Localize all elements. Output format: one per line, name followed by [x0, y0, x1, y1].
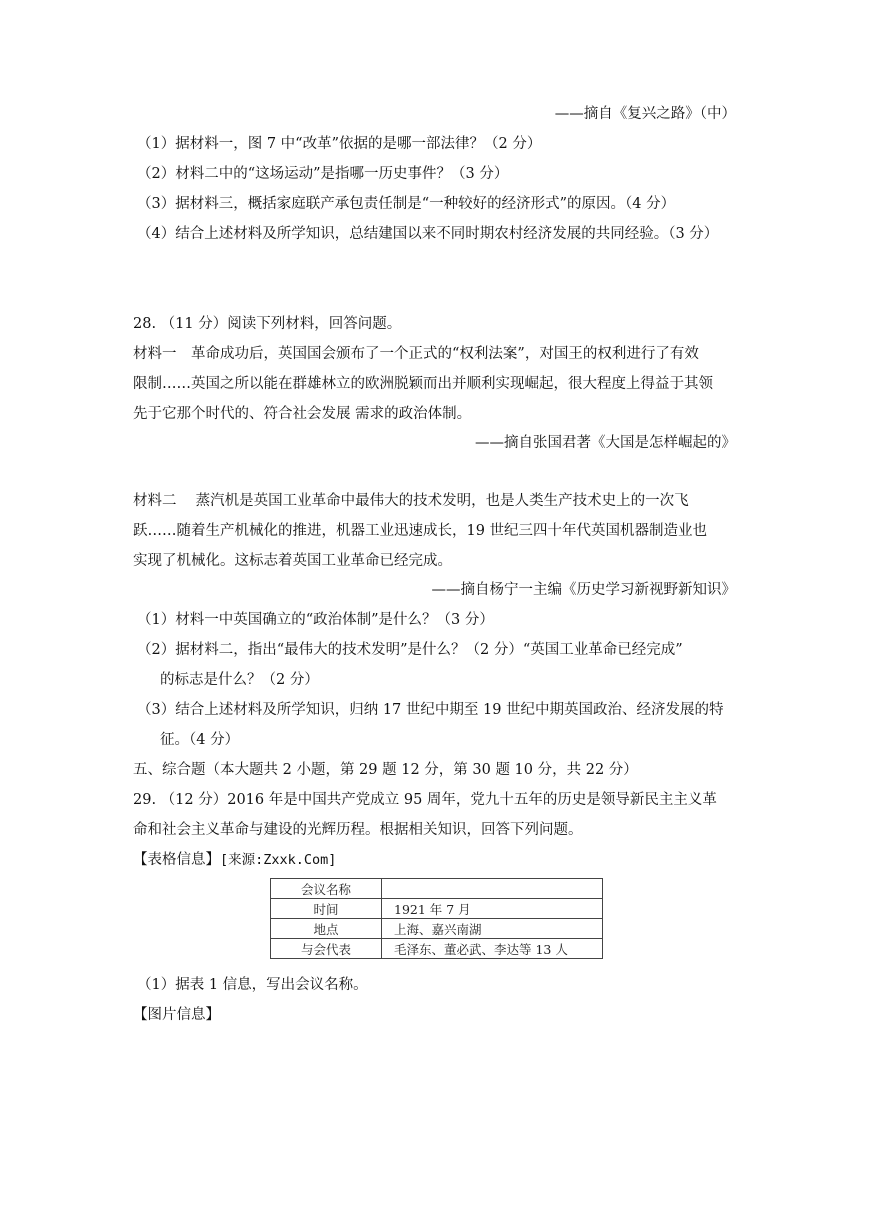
q28-sub-question-2-cont: 的标志是什么？（2 分） — [160, 672, 319, 688]
table-header-cell: 会议名称 — [271, 879, 382, 899]
q28-material2-line-1: 材料二 蒸汽机是英国工业革命中最伟大的技术发明，也是人类生产技术史上的一次飞 — [133, 493, 689, 509]
q27-sub-question-2: （2）材料二中的“这场运动”是指哪一历史事件？（3 分） — [137, 166, 509, 182]
table-row — [271, 919, 603, 939]
table-row — [271, 899, 603, 919]
q28-material1-line-3: 先于它那个时代的、符合社会发展 需求的政治体制。 — [133, 406, 472, 422]
q28-material1-line-1: 材料一 革命成功后，英国国会颁布了一个正式的“权利法案”，对国王的权利进行了有效 — [133, 346, 699, 362]
table-header-cell: 与会代表 — [271, 939, 382, 959]
table-value-cell — [382, 879, 603, 899]
q28-sub-question-1: （1）材料一中英国确立的“政治体制”是什么？（3 分） — [137, 612, 494, 628]
table-value-cell: 1921 年 7 月 — [382, 899, 603, 919]
section-5-heading: 五、综合题（本大题共 2 小题，第 29 题 12 分，第 30 题 10 分，共 22 分） — [133, 762, 638, 778]
q28-material1-source: ——摘自张国君著《大国是怎样崛起的》 — [475, 435, 736, 451]
table-header-cell: 地点 — [271, 919, 382, 939]
q29-image-label: 【图片信息】 — [133, 1007, 220, 1023]
q29-table-label-row — [133, 850, 336, 870]
q28-sub-question-3-cont: 征。（4 分） — [160, 732, 240, 748]
q29-intro-line-2: 命和社会主义革命与建设的光辉历程。根据相关知识，回答下列问题。 — [133, 822, 583, 838]
table-value-cell: 毛泽东、董必武、李达等 13 人 — [382, 939, 603, 959]
q29-intro-line-1: 29. （12 分）2016 年是中国共产党成立 95 周年，党九十五年的历史是领导新民主主义革 — [133, 792, 717, 808]
q28-material2-source: ——摘自杨宁一主编《历史学习新视野新知识》 — [431, 582, 736, 598]
q29-sub-question-1: （1）据表 1 信息，写出会议名称。 — [137, 977, 368, 993]
q27-sub-question-3: （3）据材料三，概括家庭联产承包责任制是“一种较好的经济形式”的原因。（4 分） — [137, 196, 676, 212]
q28-sub-question-2: （2）据材料二，指出“最伟大的技术发明”是什么？（2 分）“英国工业革命已经完成” — [137, 642, 683, 658]
q29-source-tag: [来源:Zxxk.Com] — [220, 852, 337, 868]
table-row — [271, 939, 603, 959]
q27-source: ——摘自《复兴之路》（中） — [554, 106, 736, 122]
table-value-cell: 上海、嘉兴南湖 — [382, 919, 603, 939]
q28-material2-line-3: 实现了机械化。这标志着英国工业革命已经完成。 — [133, 553, 452, 569]
q28-sub-question-3: （3）结合上述材料及所学知识，归纳 17 世纪中期至 19 世纪中期英国政治、经济发展的特 — [137, 702, 724, 718]
q28-heading: 28. （11 分）阅读下列材料，回答问题。 — [133, 316, 402, 332]
table-row — [271, 879, 603, 899]
q29-table-label: 【表格信息】 — [133, 852, 220, 868]
table-header-cell: 时间 — [271, 899, 382, 919]
meeting-info-table — [270, 878, 603, 959]
q27-sub-question-4: （4）结合上述材料及所学知识，总结建国以来不同时期农村经济发展的共同经验。（3 分） — [137, 226, 719, 242]
q28-material2-line-2: 跃……随着生产机械化的推进，机器工业迅速成长，19 世纪三四十年代英国机器制造业也 — [133, 523, 708, 539]
q27-sub-question-1: （1）据材料一，图 7 中“改革”依据的是哪一部法律？（2 分） — [137, 136, 542, 152]
q28-material1-line-2: 限制……英国之所以能在群雄林立的欧洲脱颖而出并顺利实现崛起，很大程度上得益于其领 — [133, 376, 713, 392]
